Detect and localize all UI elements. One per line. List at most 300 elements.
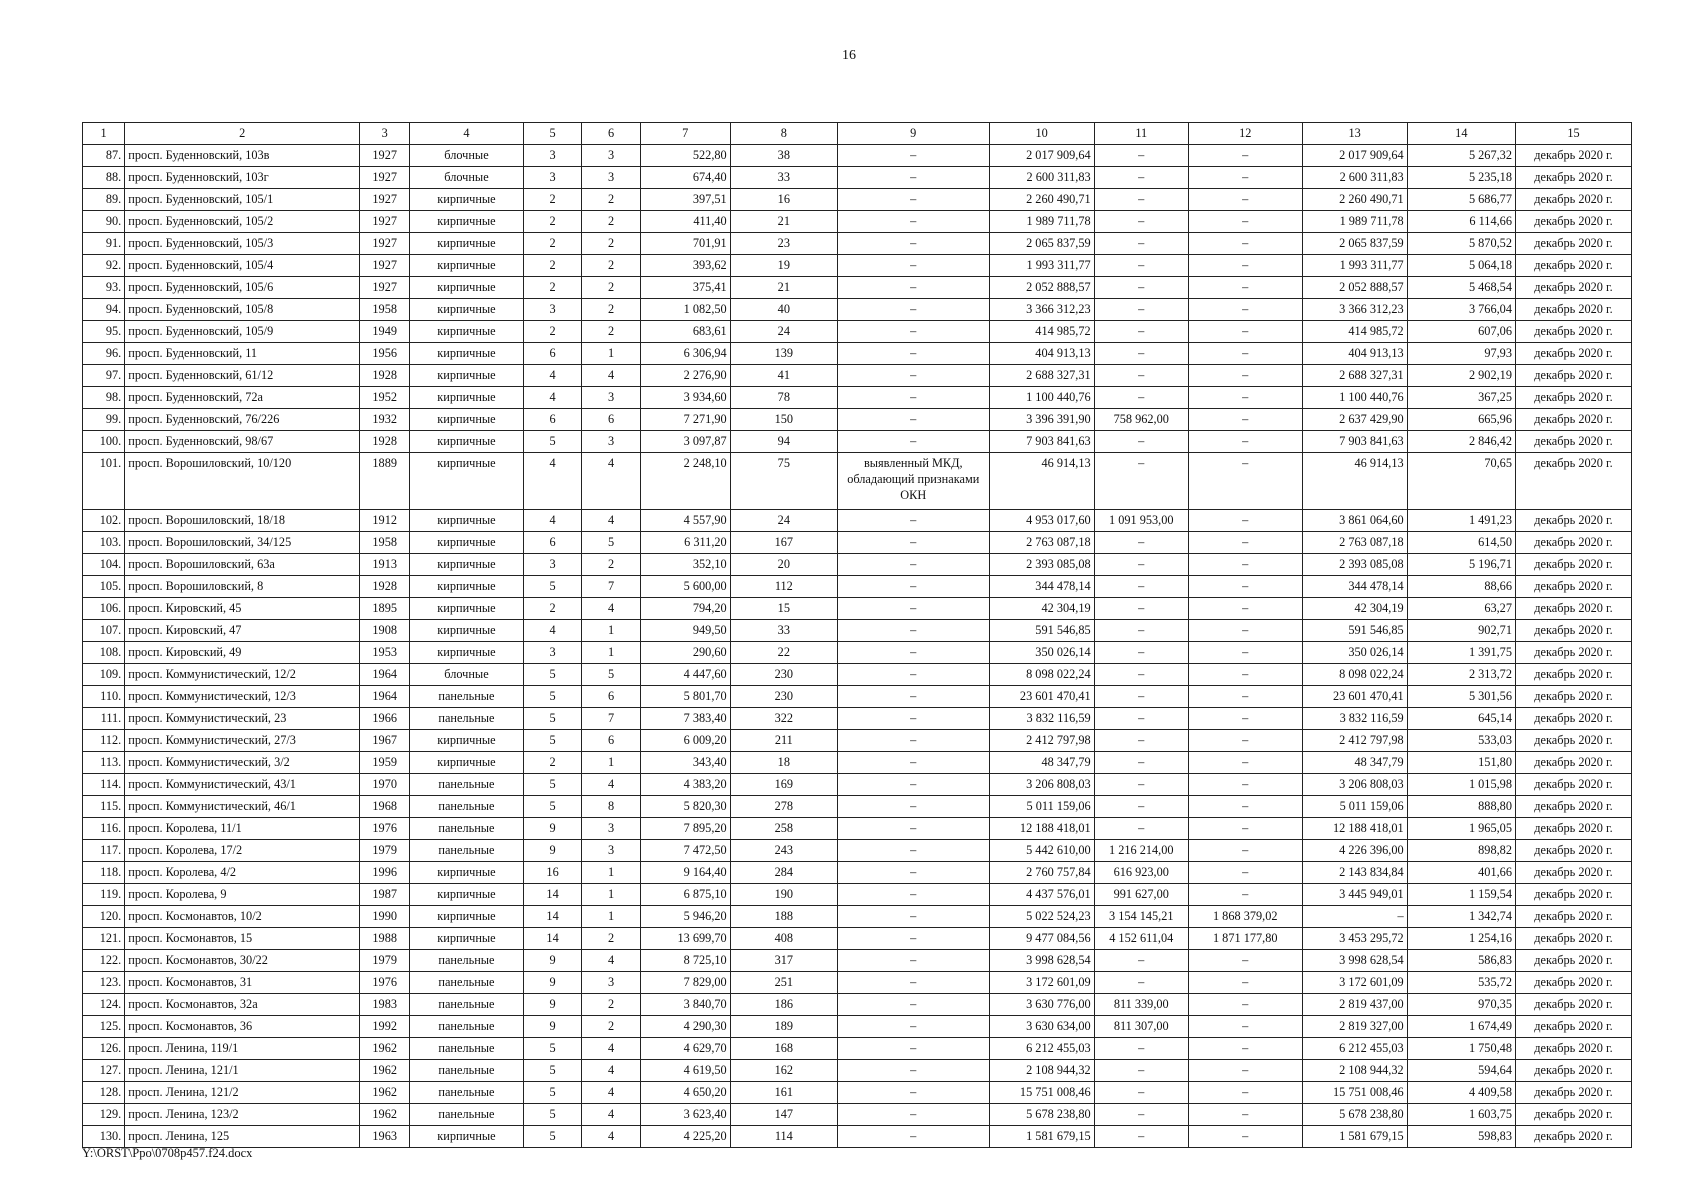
table-cell: – [1094, 1038, 1188, 1060]
table-cell: 5 064,18 [1407, 255, 1515, 277]
table-cell: блочные [410, 664, 524, 686]
table-cell: 350 026,14 [1302, 642, 1407, 664]
table-cell: 344 478,14 [1302, 576, 1407, 598]
table-cell: 586,83 [1407, 950, 1515, 972]
table-cell: просп. Буденновский, 76/226 [125, 409, 360, 431]
table-cell: 352,10 [640, 554, 730, 576]
table-cell: декабрь 2020 г. [1515, 730, 1631, 752]
table-cell: декабрь 2020 г. [1515, 686, 1631, 708]
table-cell: кирпичные [410, 730, 524, 752]
table-cell: просп. Космонавтов, 10/2 [125, 906, 360, 928]
table-cell: декабрь 2020 г. [1515, 1104, 1631, 1126]
table-cell: 2 846,42 [1407, 431, 1515, 453]
table-cell: кирпичные [410, 1126, 524, 1148]
table-cell: декабрь 2020 г. [1515, 906, 1631, 928]
table-row [83, 211, 1632, 233]
table-cell: – [1188, 1104, 1302, 1126]
table-cell: 107. [83, 620, 125, 642]
table-cell: 811 307,00 [1094, 1016, 1188, 1038]
table-cell: 1927 [360, 145, 410, 167]
table-cell: 4 [582, 1082, 640, 1104]
table-cell: 2 313,72 [1407, 664, 1515, 686]
table-cell: – [1188, 145, 1302, 167]
table-cell: 594,64 [1407, 1060, 1515, 1082]
table-cell: декабрь 2020 г. [1515, 431, 1631, 453]
table-cell: 1927 [360, 211, 410, 233]
table-cell: панельные [410, 774, 524, 796]
table-cell: 991 627,00 [1094, 884, 1188, 906]
table-cell: – [837, 211, 989, 233]
column-header: 10 [989, 123, 1094, 145]
table-cell: 1928 [360, 431, 410, 453]
table-cell: 533,03 [1407, 730, 1515, 752]
table-cell: 3 172 601,09 [989, 972, 1094, 994]
table-cell: декабрь 2020 г. [1515, 994, 1631, 1016]
table-cell: 2 017 909,64 [1302, 145, 1407, 167]
table-cell: 2 065 837,59 [989, 233, 1094, 255]
table-cell: 33 [730, 620, 837, 642]
table-cell: 2 [582, 211, 640, 233]
table-cell: – [837, 752, 989, 774]
table-cell: просп. Ворошиловский, 63а [125, 554, 360, 576]
table-cell: 113. [83, 752, 125, 774]
table-cell: 9 [523, 972, 581, 994]
table-cell: 151,80 [1407, 752, 1515, 774]
table-cell: 4 953 017,60 [989, 510, 1094, 532]
table-cell: блочные [410, 167, 524, 189]
table-row [83, 343, 1632, 365]
table-cell: 317 [730, 950, 837, 972]
table-cell: 2 [523, 321, 581, 343]
table-cell: 1953 [360, 642, 410, 664]
housing-table-container [82, 122, 1632, 1148]
table-cell: 9 164,40 [640, 862, 730, 884]
table-cell: просп. Буденновский, 105/6 [125, 277, 360, 299]
table-cell: 1932 [360, 409, 410, 431]
table-cell: – [1094, 730, 1188, 752]
table-cell: – [1188, 554, 1302, 576]
table-cell: декабрь 2020 г. [1515, 189, 1631, 211]
table-cell: 5 [523, 576, 581, 598]
table-cell: кирпичные [410, 299, 524, 321]
table-cell: – [1188, 796, 1302, 818]
table-cell: 3 832 116,59 [989, 708, 1094, 730]
table-cell: 645,14 [1407, 708, 1515, 730]
table-cell: 3 [523, 554, 581, 576]
table-cell: 2 [582, 994, 640, 1016]
table-cell: 2 [523, 598, 581, 620]
table-cell: 1 868 379,02 [1188, 906, 1302, 928]
table-cell: 522,80 [640, 145, 730, 167]
table-cell: 401,66 [1407, 862, 1515, 884]
table-cell: кирпичные [410, 233, 524, 255]
table-cell: 8 098 022,24 [1302, 664, 1407, 686]
table-cell: 1 603,75 [1407, 1104, 1515, 1126]
table-cell: 5 [523, 730, 581, 752]
table-cell: 103. [83, 532, 125, 554]
table-cell: 2 [582, 1016, 640, 1038]
table-cell: – [837, 233, 989, 255]
table-cell: 38 [730, 145, 837, 167]
table-cell: – [837, 598, 989, 620]
table-cell: 9 477 084,56 [989, 928, 1094, 950]
table-cell: 6 [582, 686, 640, 708]
table-cell: 111. [83, 708, 125, 730]
table-cell: – [1094, 233, 1188, 255]
table-row [83, 532, 1632, 554]
table-cell: 350 026,14 [989, 642, 1094, 664]
table-cell: 367,25 [1407, 387, 1515, 409]
table-cell: 5 [523, 1126, 581, 1148]
table-row [83, 730, 1632, 752]
table-cell: 16 [730, 189, 837, 211]
table-cell: 1927 [360, 233, 410, 255]
table-cell: – [1188, 343, 1302, 365]
table-row [83, 387, 1632, 409]
table-row [83, 277, 1632, 299]
table-cell: 6 306,94 [640, 343, 730, 365]
table-cell: 5 678 238,80 [1302, 1104, 1407, 1126]
table-cell: – [1094, 1082, 1188, 1104]
table-cell: 1979 [360, 950, 410, 972]
table-cell: – [837, 167, 989, 189]
table-row [83, 840, 1632, 862]
table-cell: 6 [523, 343, 581, 365]
table-cell: 2 143 834,84 [1302, 862, 1407, 884]
table-cell: 397,51 [640, 189, 730, 211]
table-cell: декабрь 2020 г. [1515, 818, 1631, 840]
table-cell: 1992 [360, 1016, 410, 1038]
table-cell: 21 [730, 277, 837, 299]
table-cell: 23 [730, 233, 837, 255]
table-cell: 24 [730, 510, 837, 532]
table-cell: 105. [83, 576, 125, 598]
table-row [83, 145, 1632, 167]
table-cell: 1987 [360, 884, 410, 906]
table-cell: панельные [410, 796, 524, 818]
table-cell: 4 290,30 [640, 1016, 730, 1038]
table-cell: – [1188, 752, 1302, 774]
table-cell: просп. Коммунистический, 3/2 [125, 752, 360, 774]
table-cell: 2 [582, 928, 640, 950]
table-cell: – [1094, 299, 1188, 321]
table-cell: – [837, 1016, 989, 1038]
table-cell: 6 311,20 [640, 532, 730, 554]
table-row [83, 233, 1632, 255]
table-cell: кирпичные [410, 906, 524, 928]
table-row [83, 620, 1632, 642]
table-cell: 167 [730, 532, 837, 554]
table-cell: 109. [83, 664, 125, 686]
table-cell: панельные [410, 950, 524, 972]
table-cell: 19 [730, 255, 837, 277]
table-cell: 5 011 159,06 [989, 796, 1094, 818]
table-cell: 128. [83, 1082, 125, 1104]
table-cell: 6 212 455,03 [989, 1038, 1094, 1060]
table-row [83, 255, 1632, 277]
table-cell: кирпичные [410, 321, 524, 343]
table-cell: кирпичные [410, 343, 524, 365]
table-cell: – [1188, 431, 1302, 453]
table-cell: 91. [83, 233, 125, 255]
table-cell: 162 [730, 1060, 837, 1082]
table-cell: просп. Коммунистический, 23 [125, 708, 360, 730]
table-cell: 674,40 [640, 167, 730, 189]
table-cell: 1 [582, 906, 640, 928]
table-cell: – [1188, 840, 1302, 862]
table-row [83, 796, 1632, 818]
table-cell: декабрь 2020 г. [1515, 1038, 1631, 1060]
column-header: 11 [1094, 123, 1188, 145]
table-cell: 97,93 [1407, 343, 1515, 365]
table-cell: 758 962,00 [1094, 409, 1188, 431]
table-cell: 4 650,20 [640, 1082, 730, 1104]
table-cell: – [1188, 189, 1302, 211]
table-cell: 1 581 679,15 [1302, 1126, 1407, 1148]
table-cell: – [837, 532, 989, 554]
table-cell: 7 472,50 [640, 840, 730, 862]
table-cell: 75 [730, 453, 837, 510]
table-cell: 112. [83, 730, 125, 752]
table-row [83, 862, 1632, 884]
table-cell: 1 082,50 [640, 299, 730, 321]
table-cell: 970,35 [1407, 994, 1515, 1016]
table-cell: – [1094, 752, 1188, 774]
table-cell: 1949 [360, 321, 410, 343]
table-cell: 100. [83, 431, 125, 453]
table-cell: просп. Буденновский, 72а [125, 387, 360, 409]
table-cell: 2 [582, 554, 640, 576]
table-cell: 12 188 418,01 [989, 818, 1094, 840]
table-cell: 87. [83, 145, 125, 167]
table-cell: – [1094, 365, 1188, 387]
table-cell: кирпичные [410, 387, 524, 409]
table-cell: 1927 [360, 167, 410, 189]
table-cell: 1 989 711,78 [1302, 211, 1407, 233]
table-cell: 1952 [360, 387, 410, 409]
table-cell: 5 [523, 664, 581, 686]
table-cell: 3 861 064,60 [1302, 510, 1407, 532]
table-cell: 7 903 841,63 [1302, 431, 1407, 453]
table-cell: – [837, 620, 989, 642]
table-cell: – [1094, 453, 1188, 510]
table-cell: 8 [582, 796, 640, 818]
table-cell: 1983 [360, 994, 410, 1016]
table-cell: декабрь 2020 г. [1515, 1082, 1631, 1104]
table-cell: декабрь 2020 г. [1515, 299, 1631, 321]
table-cell: – [837, 321, 989, 343]
table-cell: 104. [83, 554, 125, 576]
table-cell: декабрь 2020 г. [1515, 145, 1631, 167]
table-cell: 2 393 085,08 [989, 554, 1094, 576]
table-cell: просп. Ленина, 121/1 [125, 1060, 360, 1082]
table-cell: – [1094, 1104, 1188, 1126]
table-cell: 1 100 440,76 [1302, 387, 1407, 409]
table-cell: кирпичные [410, 277, 524, 299]
table-cell: 4 [582, 1060, 640, 1082]
table-cell: кирпичные [410, 365, 524, 387]
table-cell: панельные [410, 972, 524, 994]
table-cell: – [837, 642, 989, 664]
table-row [83, 299, 1632, 321]
table-cell: 888,80 [1407, 796, 1515, 818]
table-cell: кирпичные [410, 642, 524, 664]
table-cell: просп. Ворошиловский, 10/120 [125, 453, 360, 510]
table-cell: просп. Ворошиловский, 18/18 [125, 510, 360, 532]
table-cell: просп. Королева, 4/2 [125, 862, 360, 884]
table-cell: 127. [83, 1060, 125, 1082]
table-row [83, 752, 1632, 774]
table-cell: просп. Буденновский, 103г [125, 167, 360, 189]
table-cell: 5 442 610,00 [989, 840, 1094, 862]
table-cell: выявленный МКД, обладающий признаками ОКН [837, 453, 989, 510]
table-cell: – [837, 884, 989, 906]
table-cell: 811 339,00 [1094, 994, 1188, 1016]
table-cell: 2 600 311,83 [1302, 167, 1407, 189]
table-cell: 1 581 679,15 [989, 1126, 1094, 1148]
table-cell: панельные [410, 1060, 524, 1082]
table-cell: 2 819 327,00 [1302, 1016, 1407, 1038]
table-cell: – [837, 299, 989, 321]
table-cell: декабрь 2020 г. [1515, 211, 1631, 233]
table-cell: – [1188, 708, 1302, 730]
table-cell: – [1094, 664, 1188, 686]
table-cell: 535,72 [1407, 972, 1515, 994]
table-cell: декабрь 2020 г. [1515, 752, 1631, 774]
column-header: 15 [1515, 123, 1631, 145]
table-cell: кирпичные [410, 752, 524, 774]
table-cell: блочные [410, 145, 524, 167]
table-cell: 5 [582, 532, 640, 554]
table-cell: 6 [582, 730, 640, 752]
table-cell: – [1188, 387, 1302, 409]
table-cell: 1988 [360, 928, 410, 950]
table-cell: просп. Космонавтов, 31 [125, 972, 360, 994]
table-cell: 1962 [360, 1038, 410, 1060]
table-cell: 1927 [360, 189, 410, 211]
table-cell: 278 [730, 796, 837, 818]
table-cell: декабрь 2020 г. [1515, 598, 1631, 620]
table-cell: 1 [582, 343, 640, 365]
table-cell: 3 206 808,03 [989, 774, 1094, 796]
table-row [83, 686, 1632, 708]
table-cell: 4 [523, 620, 581, 642]
table-cell: – [1094, 686, 1188, 708]
table-cell: 251 [730, 972, 837, 994]
table-cell: 22 [730, 642, 837, 664]
table-cell: 3 396 391,90 [989, 409, 1094, 431]
table-cell: 2 276,90 [640, 365, 730, 387]
table-cell: 2 260 490,71 [1302, 189, 1407, 211]
table-cell: 5 267,32 [1407, 145, 1515, 167]
table-cell: 123. [83, 972, 125, 994]
table-cell: 794,20 [640, 598, 730, 620]
table-cell: 2 688 327,31 [1302, 365, 1407, 387]
table-cell: 5 [523, 1104, 581, 1126]
table-cell: – [837, 554, 989, 576]
table-cell: 408 [730, 928, 837, 950]
table-cell: – [1188, 532, 1302, 554]
table-cell: 591 546,85 [989, 620, 1094, 642]
table-cell: 2 260 490,71 [989, 189, 1094, 211]
table-cell: панельные [410, 1104, 524, 1126]
table-cell: 3 934,60 [640, 387, 730, 409]
table-cell: 121. [83, 928, 125, 950]
table-cell: – [1188, 510, 1302, 532]
table-cell: 5 600,00 [640, 576, 730, 598]
table-cell: 1927 [360, 277, 410, 299]
table-cell: просп. Ворошиловский, 34/125 [125, 532, 360, 554]
table-cell: 2 248,10 [640, 453, 730, 510]
table-cell: 5 [523, 796, 581, 818]
table-cell: 230 [730, 686, 837, 708]
table-cell: просп. Ворошиловский, 8 [125, 576, 360, 598]
table-row [83, 642, 1632, 664]
table-cell: 124. [83, 994, 125, 1016]
table-cell: 1966 [360, 708, 410, 730]
table-cell: 14 [523, 884, 581, 906]
table-cell: 96. [83, 343, 125, 365]
table-cell: 1 100 440,76 [989, 387, 1094, 409]
table-cell: – [1094, 431, 1188, 453]
table-cell: 258 [730, 818, 837, 840]
table-cell: 1962 [360, 1104, 410, 1126]
table-cell: 114. [83, 774, 125, 796]
table-cell: – [837, 189, 989, 211]
table-cell: декабрь 2020 г. [1515, 167, 1631, 189]
table-cell: – [1094, 642, 1188, 664]
table-cell: – [1094, 532, 1188, 554]
table-cell: 115. [83, 796, 125, 818]
table-cell: – [837, 365, 989, 387]
table-cell: – [1094, 321, 1188, 343]
table-cell: 5 [523, 708, 581, 730]
table-cell: – [1094, 972, 1188, 994]
table-row [83, 664, 1632, 686]
table-cell: декабрь 2020 г. [1515, 387, 1631, 409]
table-cell: 3 623,40 [640, 1104, 730, 1126]
table-cell: декабрь 2020 г. [1515, 928, 1631, 950]
table-cell: 6 875,10 [640, 884, 730, 906]
table-cell: 2 [582, 189, 640, 211]
table-cell: 4 [582, 510, 640, 532]
table-cell: 6 009,20 [640, 730, 730, 752]
table-cell: 40 [730, 299, 837, 321]
table-cell: просп. Королева, 17/2 [125, 840, 360, 862]
table-cell: 2 [523, 752, 581, 774]
table-cell: 129. [83, 1104, 125, 1126]
table-cell: 1895 [360, 598, 410, 620]
table-cell: – [1188, 774, 1302, 796]
table-cell: кирпичные [410, 453, 524, 510]
table-cell: 343,40 [640, 752, 730, 774]
table-cell: декабрь 2020 г. [1515, 255, 1631, 277]
table-cell: – [1188, 950, 1302, 972]
table-cell: – [1094, 950, 1188, 972]
table-cell: 3 840,70 [640, 994, 730, 1016]
table-cell: 2 [582, 299, 640, 321]
column-header: 12 [1188, 123, 1302, 145]
table-cell: панельные [410, 994, 524, 1016]
table-cell: 20 [730, 554, 837, 576]
table-cell: 375,41 [640, 277, 730, 299]
table-cell: 1979 [360, 840, 410, 862]
table-cell: декабрь 2020 г. [1515, 620, 1631, 642]
table-cell: – [1302, 906, 1407, 928]
column-header: 1 [83, 123, 125, 145]
table-cell: – [1094, 167, 1188, 189]
table-cell: 2 [582, 277, 640, 299]
